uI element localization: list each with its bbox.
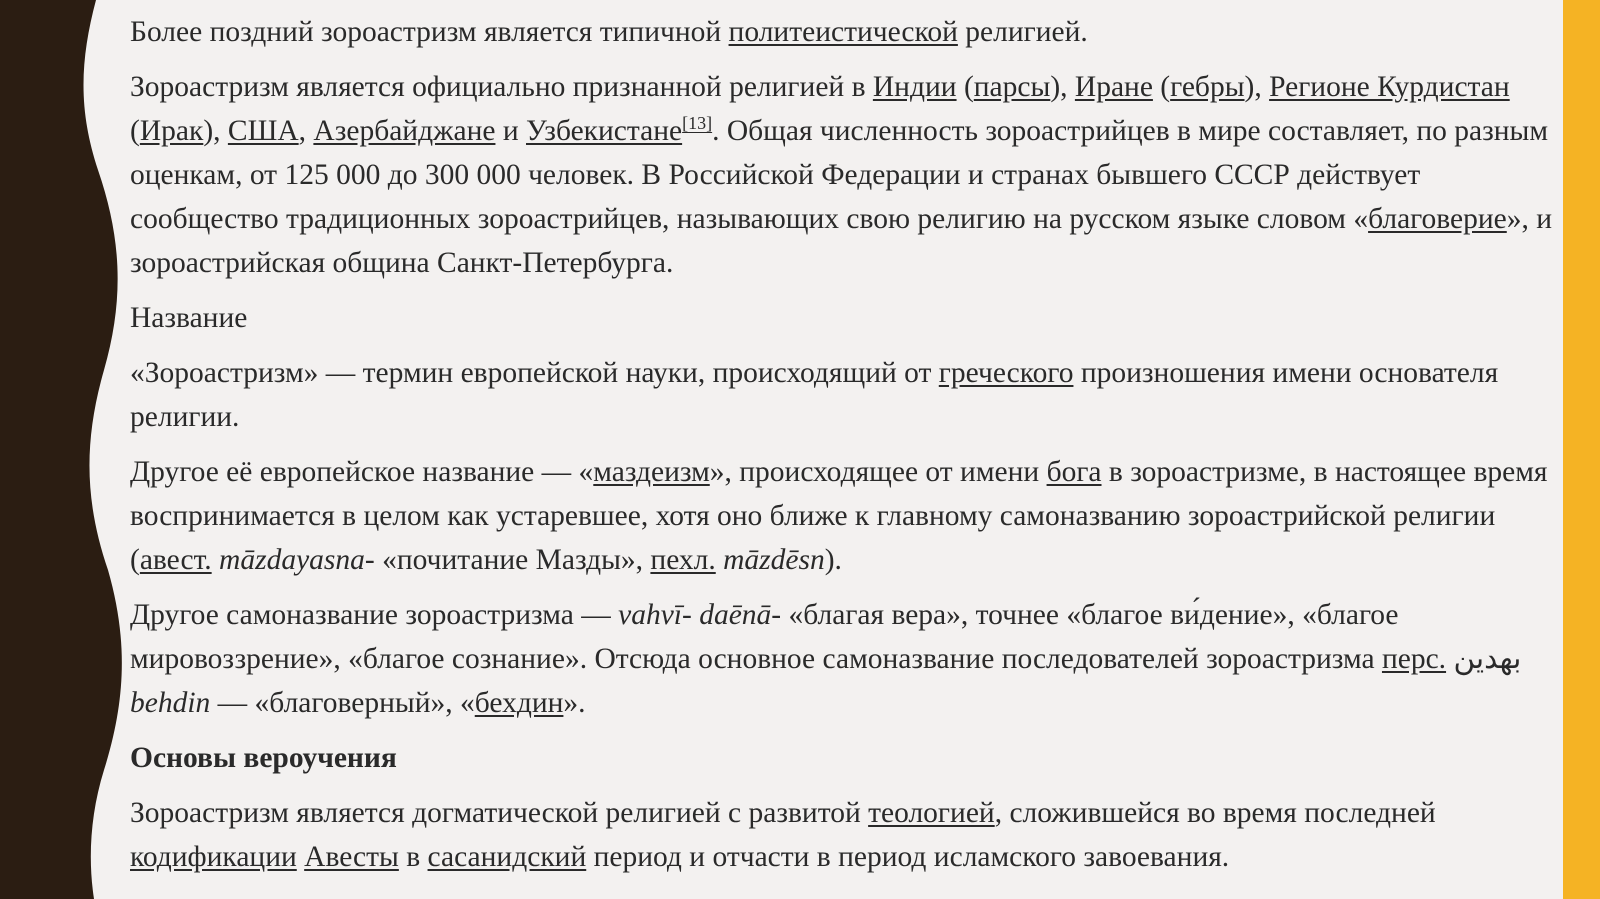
paragraph-self-name	[130, 593, 1575, 725]
section-heading-name: Название	[130, 302, 248, 334]
link-polytheistic[interactable]: политеистической	[728, 16, 958, 48]
link-avesta[interactable]: Авесты	[304, 841, 399, 873]
article-body	[130, 10, 1575, 890]
italic-term: behdin	[130, 687, 211, 719]
text-segment: ),	[1244, 71, 1270, 103]
link-kurdistan-region[interactable]: Регионе Курдистан	[1269, 71, 1510, 103]
text-segment: ).	[824, 544, 842, 576]
italic-term: vahvī- daēnā-	[618, 599, 782, 631]
link-god[interactable]: бога	[1046, 456, 1102, 488]
link-greek[interactable]: греческого	[938, 357, 1074, 389]
text-segment: ),	[1050, 71, 1075, 103]
italic-term: māzdēsn	[723, 544, 825, 576]
section-heading-doctrine: Основы вероучения	[130, 742, 397, 774]
text-segment: Зороастризм является догматической религией с развитой	[130, 797, 869, 829]
link-uzbekistan[interactable]: Узбекистане	[526, 115, 683, 147]
link-codification[interactable]: кодификации	[130, 841, 297, 873]
text-segment: ),	[203, 115, 228, 147]
paragraph-mazdaism	[130, 450, 1575, 582]
link-parsis[interactable]: парсы	[973, 71, 1051, 103]
text-segment: (	[956, 71, 974, 103]
link-india[interactable]: Индии	[872, 71, 957, 103]
text-segment: », происходящее от имени	[709, 456, 1047, 488]
text-segment: в	[398, 841, 428, 873]
text-segment: произношения имени основателя религии.	[130, 357, 1499, 433]
text-segment: . Общая численность зороастрийцев в мире составляет, по разным оценкам, от 125 000 до 300 000 человек. В Российской Федерации и странах бывшего СССР действует сообщество традиционных зороастрийцев, называющих свою религию на русском языке словом «	[130, 115, 1549, 235]
paragraph-dogmatic	[130, 791, 1575, 879]
link-persian-abbr[interactable]: перс.	[1381, 643, 1447, 675]
link-blagoverie[interactable]: благоверие	[1368, 203, 1507, 235]
persian-term: بهدین	[1453, 643, 1522, 675]
text-segment: — «благоверный», «	[210, 687, 475, 719]
text-segment: в зороастризме, в настоящее время воспринимается в целом как устаревшее, хотя оно ближе к главному самоназванию зороастрийской религии (	[130, 456, 1548, 576]
link-avestan-abbr[interactable]: авест.	[139, 544, 212, 576]
text-segment: период и отчасти в период исламского завоевания.	[586, 841, 1230, 873]
link-behdin[interactable]: бехдин	[474, 687, 564, 719]
paragraph-polytheism	[130, 10, 1575, 54]
text-segment: «почитание Мазды»,	[374, 544, 651, 576]
decorative-wavy-band	[0, 0, 130, 899]
text-segment: Зороастризм является официально признанной религией в	[130, 71, 873, 103]
text-segment: , сложившейся во время последней	[994, 797, 1436, 829]
link-pahlavi-abbr[interactable]: пехл.	[650, 544, 716, 576]
text-segment: Другое её европейское название — «	[130, 456, 594, 488]
text-segment: Другое самоназвание зороастризма —	[130, 599, 619, 631]
text-segment: ».	[563, 687, 586, 719]
paragraph-official-recognition	[130, 65, 1575, 285]
text-segment: религией.	[957, 16, 1088, 48]
text-segment: и	[495, 115, 526, 147]
link-iraq[interactable]: Ирак	[139, 115, 204, 147]
link-theology[interactable]: теологией	[868, 797, 995, 829]
footnote-ref-13[interactable]: [13]	[682, 113, 713, 133]
text-segment: «благая вера», точнее «благое ви́дение», «благое мировоззрение», «благое сознание». Отсюда основное самоназвание последователей зороастризма	[130, 599, 1399, 675]
text-segment: (	[130, 115, 140, 147]
text-segment	[212, 544, 219, 576]
paragraph-term-origin	[130, 351, 1575, 439]
link-usa[interactable]: США	[227, 115, 299, 147]
link-azerbaijan[interactable]: Азербайджане	[313, 115, 496, 147]
link-iran[interactable]: Иране	[1074, 71, 1153, 103]
italic-term: māzdayasna-	[219, 544, 375, 576]
link-gabars[interactable]: гебры	[1170, 71, 1245, 103]
text-segment: ,	[298, 115, 314, 147]
link-mazdaism[interactable]: маздеизм	[593, 456, 710, 488]
text-segment: Более поздний зороастризм является типичной	[130, 16, 729, 48]
link-sasanian[interactable]: сасанидский	[427, 841, 587, 873]
text-segment: (	[1152, 71, 1171, 103]
text-segment: », и зороастрийская община Санкт-Петербурга.	[130, 203, 1553, 279]
text-segment: «Зороастризм» — термин европейской науки, происходящий от	[130, 357, 939, 389]
